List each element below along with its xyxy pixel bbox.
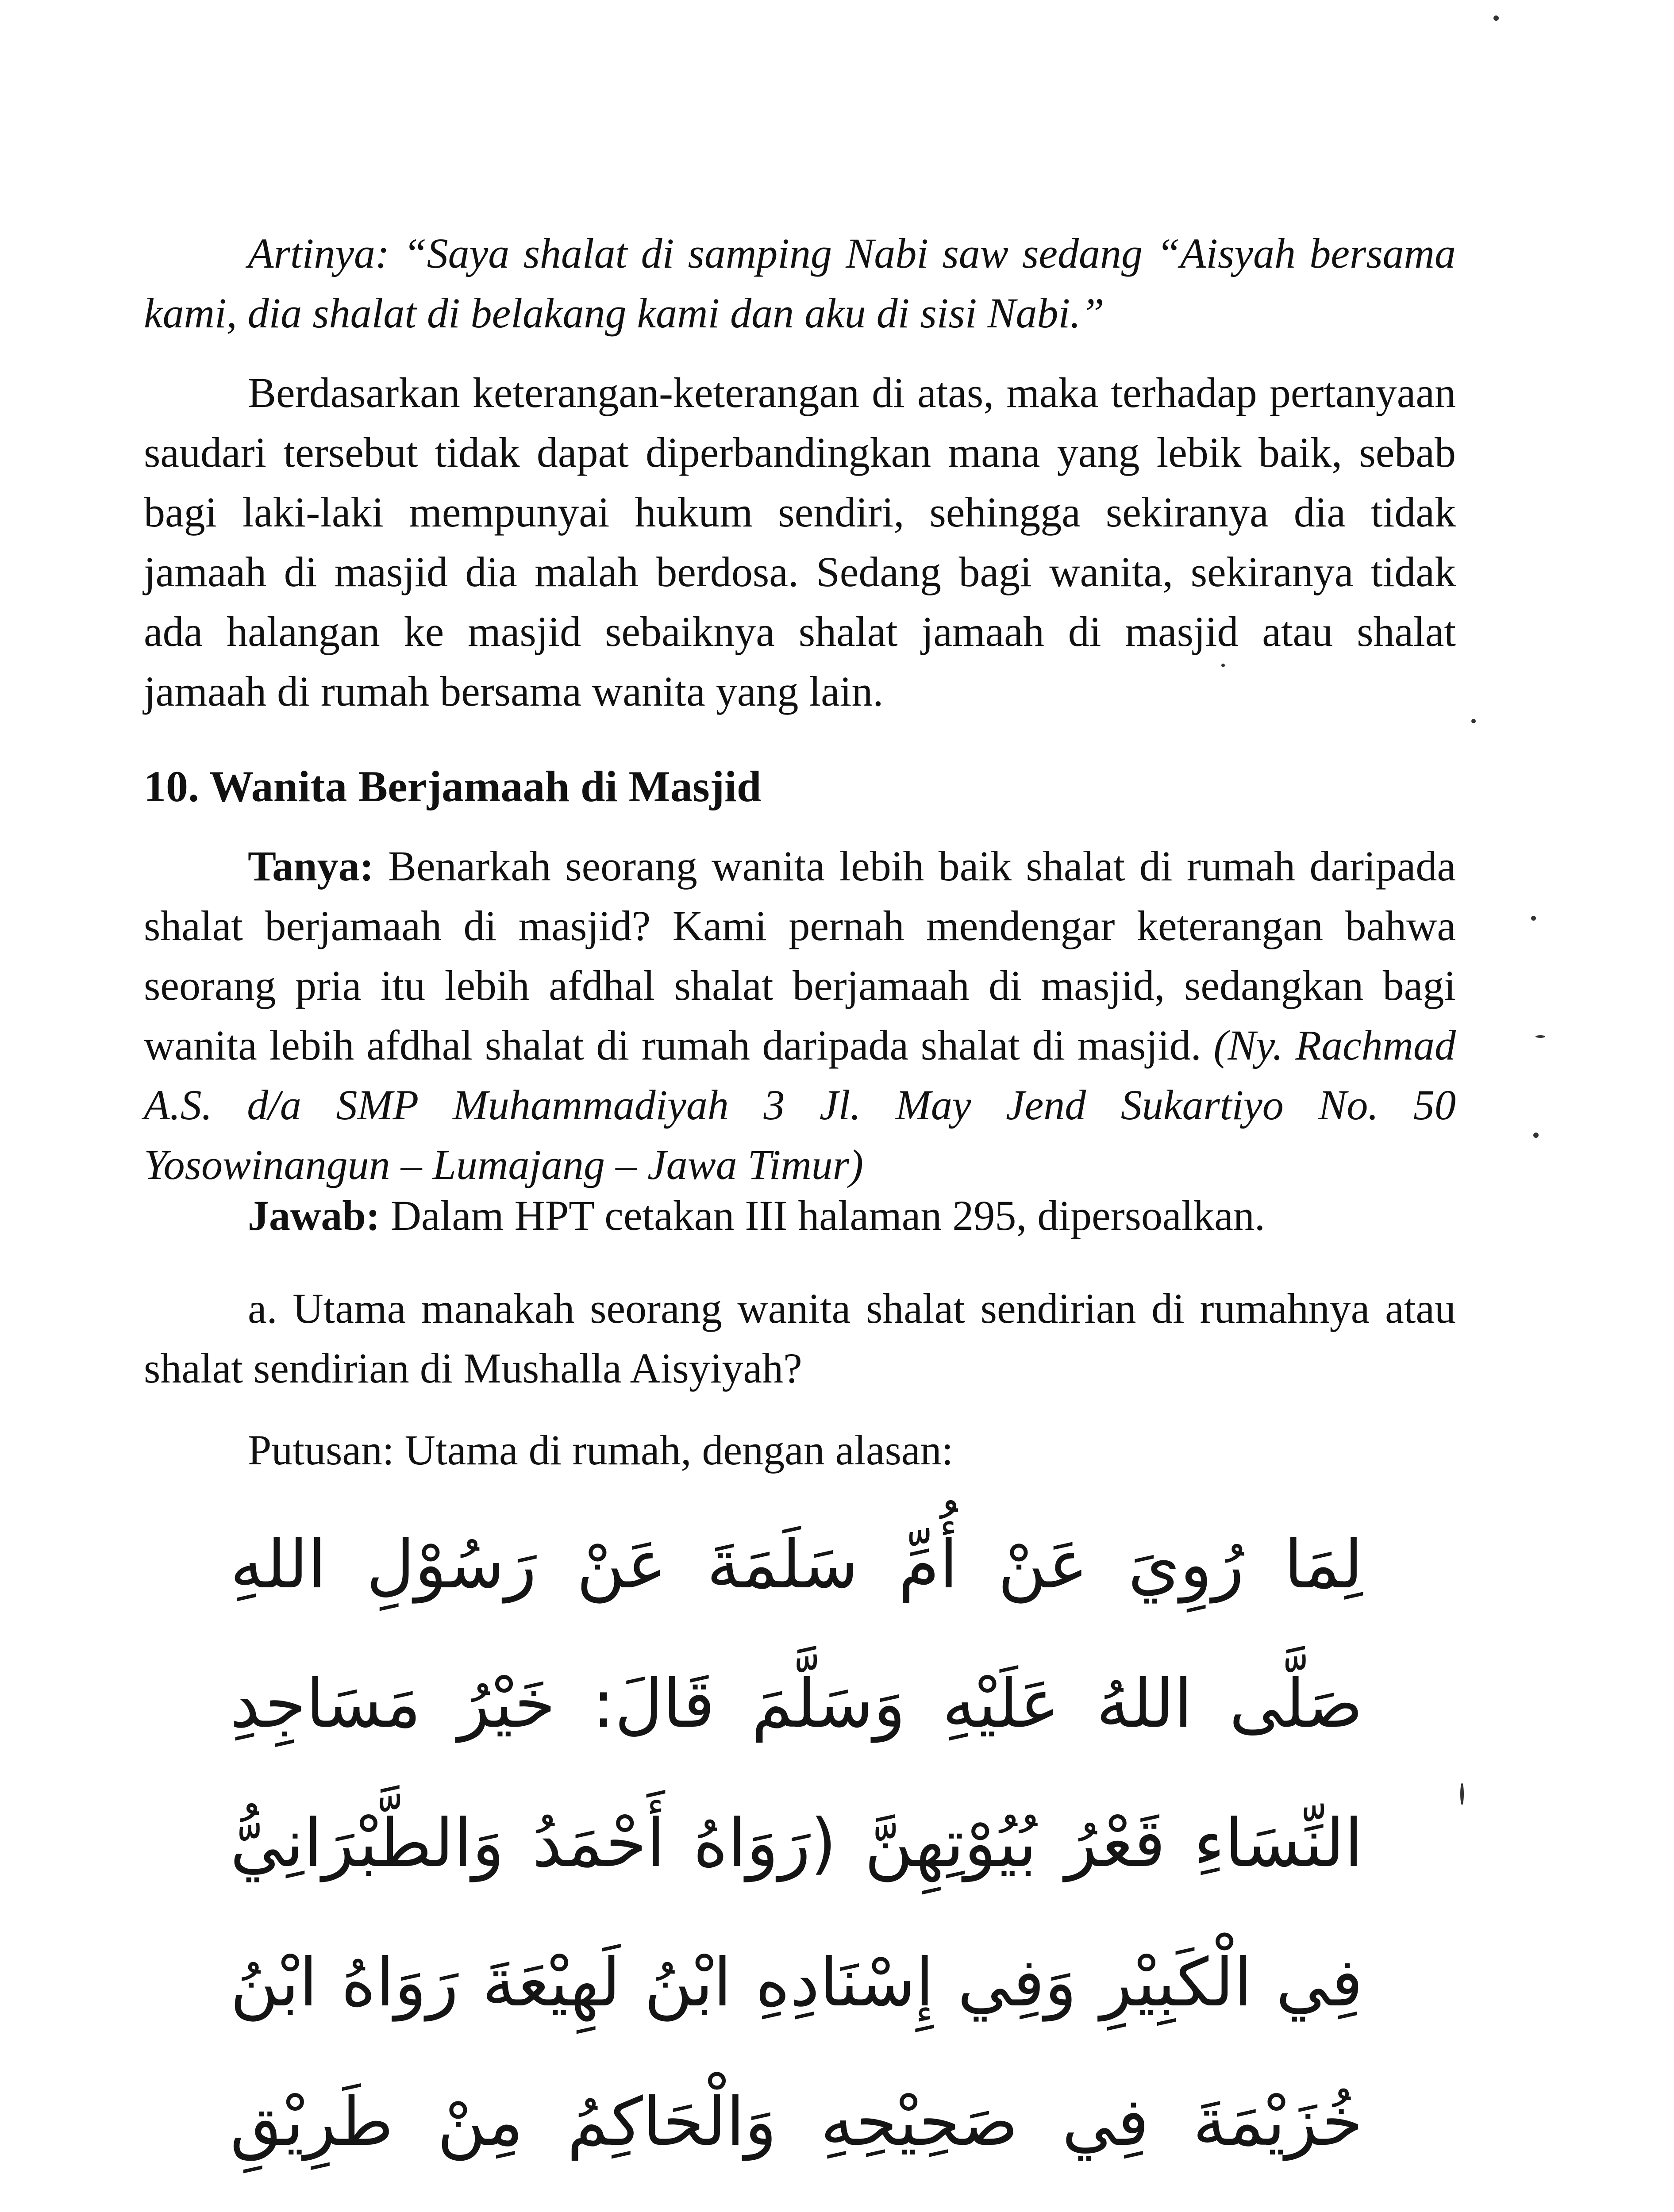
question-text: Benarkah seorang wanita lebih baik shalat di rumah daripada shalat berjamaah di masjid? Kami pernah mendengar keterangan bahwa seorang pria itu lebih afdhal shalat berjamaah di masjid, sedangkan bagi wanita lebih afdhal shalat di rumah daripada shalat di masjid. [144,842,1456,1069]
decision-line: Putusan: Utama di rumah, dengan alasan: [248,1426,954,1474]
hadith-translation [144,223,1456,343]
translation-text: “Saya shalat di samping Nabi saw sedang “Aisyah bersama kami, dia shalat di belakang kami dan aku di sisi Nabi.” [144,230,1456,337]
scan-speck [1533,1133,1539,1138]
answer-label: Jawab: [248,1192,380,1239]
scan-speck [1535,1035,1545,1038]
scan-speck [1471,719,1476,723]
answer-paragraph [144,1186,1456,1245]
arabic-hadith-text: لِمَا رُوِيَ عَنْ أُمِّ سَلَمَةَ عَنْ رَسُوْلِ اللهِ صَلَّى اللهُ عَلَيْهِ وَسَلَّمَ قَالَ: خَيْرُ مَسَاجِدِ النِّسَاءِ قَعْرُ بُيُوْتِهِنَّ (رَوَاهُ أَحْمَدُ وَالطَّبْرَانِيُّ فِي الْكَبِيْرِ وَفِي إِسْنَادِهِ ابْنُ لَهِيْعَةَ رَوَاهُ ابْنُ خُزَيْمَةَ فِي صَحِيْحِهِ وَالْحَاكِمُ مِنْ طَرِيْقِ [230,1526,1363,2161]
question-label: Tanya: [248,842,374,890]
translation-label: Artinya: [248,230,389,277]
question-sender: (Ny. Rachmad A.S. d/a SMP Muhammadiyah 3 Jl. May Jend Sukartiyo No. 50 Yosowinangun – Lumajang – Jawa Timur) [144,1022,1456,1188]
answer-text: Dalam HPT cetakan III halaman 295, dipersoalkan. [390,1192,1265,1239]
section-heading: 10. Wanita Berjamaah di Masjid [144,762,762,811]
scan-speck [1493,15,1499,21]
scan-speck [1221,664,1225,667]
body-paragraph: Berdasarkan keterangan-keterangan di atas, maka terhadap pertanyaan saudari tersebut tidak dapat diperbandingkan mana yang lebik baik, sebab bagi laki-laki mempunyai hukum sendiri, sehingga sekiranya dia tidak jamaah di masjid dia malah berdosa. Sedang bagi wanita, sekiranya tidak ada halangan ke masjid sebaiknya shalat jamaah di masjid atau shalat jamaah di rumah bersama wanita yang lain. [144,369,1456,715]
question-paragraph [144,836,1456,1194]
scan-speck [1531,916,1536,921]
scan-speck [1460,1783,1464,1805]
item-a: a. Utama manakah seorang wanita shalat sendirian di rumahnya atau shalat sendirian di Mushalla Aisyiyah? [144,1285,1456,1392]
